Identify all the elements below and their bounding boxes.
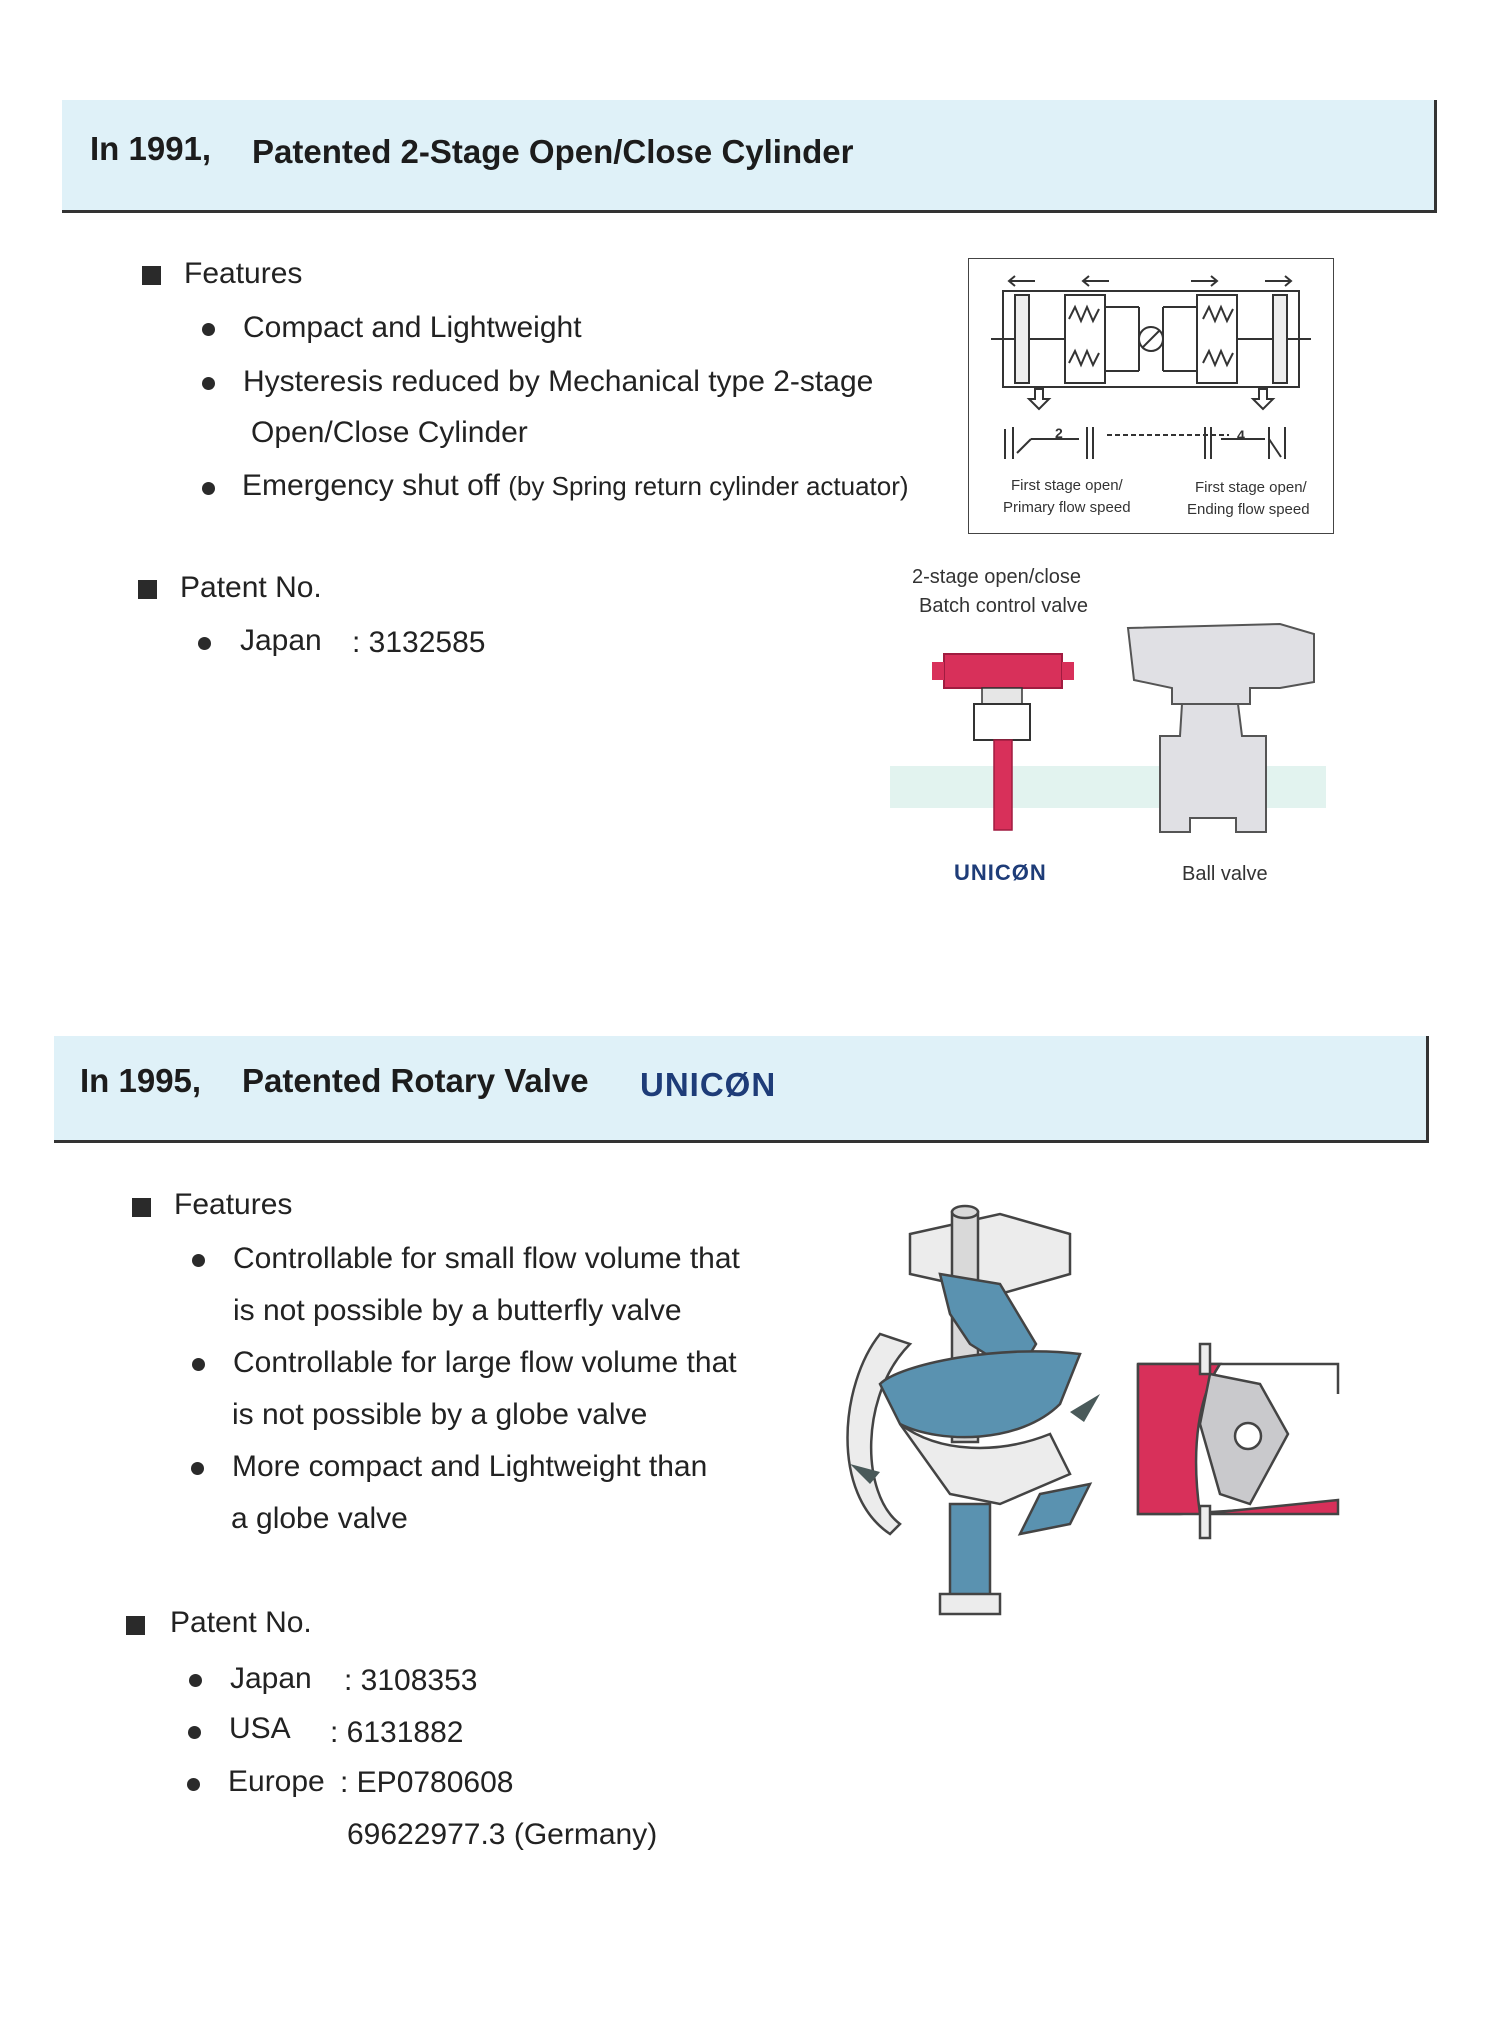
section2-feature-1: Controllable for small flow volume that bbox=[233, 1242, 740, 1275]
section1-year: In 1991, bbox=[90, 130, 212, 167]
bullet-square bbox=[142, 266, 161, 285]
section1-feature-1: Compact and Lightweight bbox=[243, 311, 582, 344]
valve-caption-2: Batch control valve bbox=[919, 595, 1088, 617]
section1-feature-3 bbox=[242, 469, 909, 503]
bullet-dot bbox=[202, 482, 215, 495]
section2-feature-2-cont: is not possible by a globe valve bbox=[232, 1398, 648, 1431]
diagram-label-2: 2 bbox=[1055, 425, 1063, 441]
diagram-caption-right-1: First stage open/ bbox=[1195, 479, 1307, 496]
section1-banner bbox=[62, 100, 1437, 213]
section1-feature-3-main: Emergency shut off bbox=[242, 469, 500, 502]
section2-patent-usa-number: : 6131882 bbox=[330, 1716, 464, 1749]
bullet-dot bbox=[191, 1462, 204, 1475]
diagram-caption-right-2: Ending flow speed bbox=[1187, 501, 1310, 518]
section2-feature-3: More compact and Lightweight than bbox=[232, 1450, 708, 1483]
section2-features-heading: Features bbox=[174, 1188, 293, 1221]
bullet-square bbox=[126, 1616, 145, 1635]
unicon-logo: UNICØN bbox=[954, 860, 1047, 885]
bullet-dot bbox=[192, 1254, 205, 1267]
section1-title: Patented 2-Stage Open/Close Cylinder bbox=[252, 133, 854, 170]
section2-patent-usa-label: USA bbox=[229, 1712, 291, 1745]
section2-banner bbox=[54, 1036, 1429, 1143]
rotary-valve-drawing bbox=[800, 1194, 1380, 1624]
section2-logo: UNICØN bbox=[640, 1066, 777, 1103]
section2-patent-europe-number: : EP0780608 bbox=[340, 1766, 514, 1799]
diagram-caption-left-2: Primary flow speed bbox=[1003, 499, 1131, 516]
section2-title: Patented Rotary Valve bbox=[242, 1062, 589, 1099]
section2-patent-europe-germany: 69622977.3 (Germany) bbox=[347, 1818, 658, 1851]
section2-feature-1-cont: is not possible by a butterfly valve bbox=[233, 1294, 682, 1327]
section1-feature-3-note: (by Spring return cylinder actuator) bbox=[508, 471, 909, 501]
bullet-square bbox=[132, 1198, 151, 1217]
ball-valve-label: Ball valve bbox=[1182, 863, 1268, 885]
bullet-dot bbox=[189, 1674, 202, 1687]
section1-patent-japan-label: Japan bbox=[240, 624, 322, 657]
bullet-dot bbox=[188, 1726, 201, 1739]
bullet-dot bbox=[202, 377, 215, 390]
section1-features-heading: Features bbox=[184, 257, 303, 290]
bullet-dot bbox=[202, 323, 215, 336]
diagram-label-4: 4 bbox=[1237, 427, 1245, 443]
section2-patent-europe-label: Europe bbox=[228, 1765, 325, 1798]
bullet-dot bbox=[192, 1358, 205, 1371]
section2-feature-3-cont: a globe valve bbox=[231, 1502, 408, 1535]
valve-caption-1: 2-stage open/close bbox=[912, 566, 1082, 588]
cylinder-diagram bbox=[968, 258, 1334, 534]
bullet-dot bbox=[198, 637, 211, 650]
section2-patent-japan-label: Japan bbox=[230, 1662, 312, 1695]
section2-patent-heading: Patent No. bbox=[170, 1606, 312, 1639]
bullet-dot bbox=[187, 1778, 200, 1791]
section2-year: In 1995, bbox=[80, 1062, 202, 1099]
section2-feature-2: Controllable for large flow volume that bbox=[233, 1346, 737, 1379]
bullet-square bbox=[138, 580, 157, 599]
section1-feature-2: Hysteresis reduced by Mechanical type 2-stage bbox=[243, 365, 874, 398]
section1-patent-heading: Patent No. bbox=[180, 571, 322, 604]
section1-feature-2-cont: Open/Close Cylinder bbox=[251, 416, 528, 449]
section2-patent-japan-number: : 3108353 bbox=[344, 1664, 478, 1697]
diagram-caption-left-1: First stage open/ bbox=[1011, 477, 1123, 494]
cylinder-diagram-drawing bbox=[969, 259, 1333, 459]
valve-comparison-figure bbox=[890, 618, 1350, 838]
section1-patent-japan-number: : 3132585 bbox=[352, 626, 486, 659]
